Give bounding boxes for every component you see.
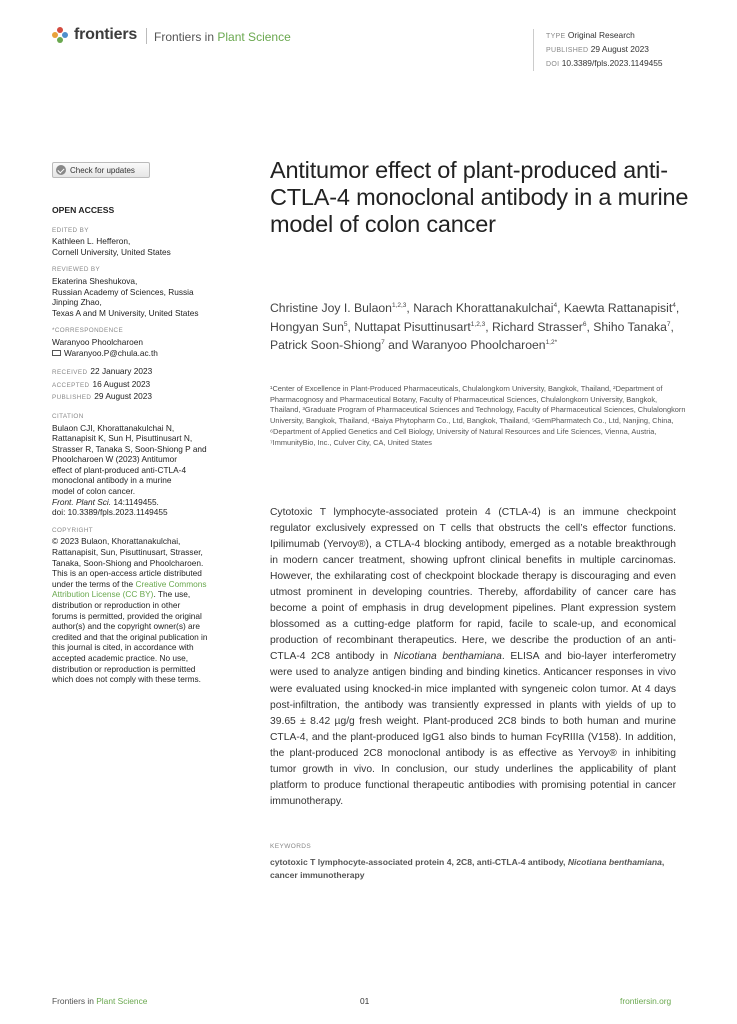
article-title: Antitumor effect of plant-produced anti-CTLA-4 monoclonal antibody in a murine model of colon cancer — [270, 157, 689, 237]
published-date: 29 August 2023 — [94, 391, 152, 402]
footer-site-link[interactable]: frontiersin.org — [620, 996, 672, 1006]
published-date-label: PUBLISHED — [52, 394, 92, 402]
author-affiliation-marker: 7 — [666, 320, 671, 328]
citation-label: CITATION — [52, 412, 84, 420]
author-name[interactable]: Kaewta Rattanapisit$^4$ — [563, 301, 676, 315]
author-affiliation-marker: 7 — [381, 338, 385, 346]
check-updates-icon — [56, 165, 66, 175]
author-name[interactable]: Richard Strasser$^6$ — [492, 319, 587, 334]
envelope-icon — [52, 350, 61, 356]
author-name[interactable]: Hongyan Sun$^5$ — [270, 319, 348, 334]
citation: Bulaon CJI, Khorattanakulchai N, Rattanapisit K, Sun H, Pisuttinusart N, Strasser R, Tanaka S, Soon-Shiong P and Phoolcharoen W (2023) Antitumor effect of plant-produced anti-CTLA-4 monoclonal antibody in a murine model of colon cancer. Front. Plant Sci. 14:1149455. doi: 10.3389/fpls.2023.1149455 — [52, 422, 207, 518]
journal-name[interactable]: Frontiers in Plant Science — [154, 30, 291, 44]
article-dates — [52, 366, 232, 404]
check-updates-label: Check for updates — [70, 165, 135, 175]
copyright-text: © 2023 Bulaon, Khorattanakulchai, Rattanapisit, Sun, Pisuttinusart, Strasser, Tanaka, Soon-Shiong and Phoolcharoen. This is an open-access article distributed under the terms of the Creative Commons Attribution License (CC BY). The use, distribution or reproduction in other forums is permitted, provided the original author(s) and the copyright owner(s) are credited and that the original publication in this journal is cited, in accordance with accepted academic practice. No use, distribution or reproduction is permitted which does not comply with these terms. — [52, 536, 208, 685]
doi-label: DOI — [546, 61, 560, 68]
author-affiliation-marker: 4 — [553, 301, 558, 309]
header-divider — [146, 28, 147, 44]
received-label: RECEIVED — [52, 369, 88, 377]
published-value: 29 August 2023 — [590, 44, 649, 54]
author-name[interactable]: Patrick Soon-Shiong$^7$ — [270, 338, 385, 352]
copyright-label: COPYRIGHT — [52, 526, 94, 534]
sidebar — [52, 205, 232, 685]
correspondence-email[interactable]: Waranyoo.P@chula.ac.th — [64, 347, 158, 358]
author-affiliation-marker: 4 — [672, 301, 676, 309]
check-for-updates-button[interactable] — [52, 162, 150, 178]
type-label: TYPE — [546, 33, 566, 40]
frontiers-logo[interactable] — [52, 26, 137, 44]
footer-journal-name[interactable]: Frontiers in Plant Science — [52, 996, 148, 1006]
correspondence-email-row[interactable] — [52, 348, 232, 359]
accepted-label: ACCEPTED — [52, 381, 90, 389]
cc-by-license-link[interactable]: Creative Commons Attribution License (CC BY) — [52, 578, 207, 600]
correspondence-name: Waranyoo Phoolcharoen — [52, 336, 144, 347]
reviewed-by: Ekaterina Sheshukova, Russian Academy of Sciences, Russia Jinping Zhao, Texas A and M University, United States — [52, 275, 199, 318]
doi-value[interactable]: 10.3389/fpls.2023.1149455 — [561, 58, 663, 68]
author-affiliation-marker: 6 — [582, 320, 587, 328]
abstract: Cytotoxic T lymphocyte-associated protein 4 (CTLA-4) is an immune checkpoint regulator exclusively expressed on T cells that obstructs the cell’s effector functions. Ipilimumab (Yervoy®), a CTLA-4 blocking antibody, emerged as a notable breakthrough in modern cancer treatment, showing upfront clinical benefits in multiple carcinomas. However, the exhilarating cost of checkpoint blockade therapy is discouraging and even utmost prominent in developing countries. Thereby, affordability of cancer care has become a point of emphasis in drug development pipelines. Plant expression system blossomed as a cutting-edge platform for rapid, facile to scale-up, and economical production of recombinant therapeutics. Here, we describe the production of an anti-CTLA-4 2C8 antibody in Nicotiana benthamiana. ELISA and bio-layer interferometry were used to analyze antigen binding and binding kinetics. Anticancer responses in vivo were evaluated using knocked-in mice implanted with syngeneic colon tumor. At 4 days post-infiltration, the antibody was transiently expressed in plants with yields of up to 39.65 ± 8.42 µg/g fresh weight. Plant-produced 2C8 binds to both human and murine CTLA-4, and the plant-produced IgG1 also binds to human FcγRIIIa (V158). In addition, the plant-produced 2C8 monoclonal antibody is as effective as Yervoy® in inhibiting tumor growth in vivo. In conclusion, our study underlines the applicability of plant platform to produce functional therapeutic antibodies with promising potential in cancer immunotherapy. — [270, 507, 676, 807]
page-number: 01 — [360, 996, 370, 1006]
type-value: Original Research — [567, 30, 635, 40]
author-name[interactable]: Narach Khorattanakulchai$^4$ — [413, 301, 558, 315]
published-label: PUBLISHED — [546, 47, 589, 54]
author-affiliation-marker: 1,2,3 — [391, 301, 407, 309]
author-name[interactable]: Shiho Tanaka$^7$ — [593, 319, 671, 334]
frontiers-logo-icon — [52, 27, 68, 43]
accepted-date: 16 August 2023 — [92, 378, 151, 389]
author-affiliation-marker: 1,2* — [545, 338, 558, 346]
open-access-label: OPEN ACCESS — [52, 205, 115, 215]
article-meta — [533, 29, 663, 71]
author-name[interactable]: Nuttapat Pisuttinusart$^{1,2,3}$ — [354, 319, 486, 334]
logo-text: frontiers — [74, 26, 138, 43]
author-name[interactable]: Waranyoo Phoolcharoen$^{1,2*}$ — [411, 338, 558, 352]
author-affiliation-marker: 1,2,3 — [470, 320, 486, 328]
received-date: 22 January 2023 — [90, 366, 153, 377]
affiliations: ¹Center of Excellence in Plant-Produced Pharmaceuticals, Chulalongkorn University, Bangkok, Thailand, ²Department of Pharmacognosy and Pharmaceutical Botany, Faculty of Pharmaceutical Sciences, Chulalongkorn University, Bangkok, Thailand, ³Graduate Program of Pharmaceutical Sciences and Technology, Faculty of Pharmaceutical Sciences, Chulalongkorn University, Bangkok, Thailand, ⁴Baiya Phytopharm Co., Ltd, Bangkok, Thailand, ⁵GemPharmatech Co., Ltd, Nanjing, China, ⁶Department of Applied Genetics and Cell Biology, University of Natural Resources and Life Sciences, Vienna, Austria, ⁷ImmunityBio, Inc., Culver City, CA, United States — [270, 384, 686, 447]
keywords: cytotoxic T lymphocyte-associated protein 4, 2C8, anti-CTLA-4 antibody, Nicotiana benthamiana, cancer immunotherapy — [270, 857, 665, 880]
edited-by: Kathleen L. Hefferon, Cornell University, United States — [52, 236, 171, 257]
reviewed-by-label: REVIEWED BY — [52, 266, 101, 274]
author-list: Christine Joy I. Bulaon$^{1,2,3}$, Narach Khorattanakulchai$^4$, Kaewta Rattanapisit$^4$, Hongyan Sun$^5$, Nuttapat Pisuttinusart$^{1,2,3}$, Richard Strasser$^6$, Shiho Tanaka$^7$, Patrick Soon-Shiong$^7$ and Waranyoo Phoolcharoen$^{1,2*}$ — [270, 301, 680, 352]
author-affiliation-marker: 5 — [343, 320, 348, 328]
correspondence-label: *CORRESPONDENCE — [52, 327, 124, 335]
author-name[interactable]: Christine Joy I. Bulaon$^{1,2,3}$ — [270, 301, 407, 315]
keywords-label: KEYWORDS — [270, 843, 312, 850]
edited-by-label: EDITED BY — [52, 226, 89, 234]
